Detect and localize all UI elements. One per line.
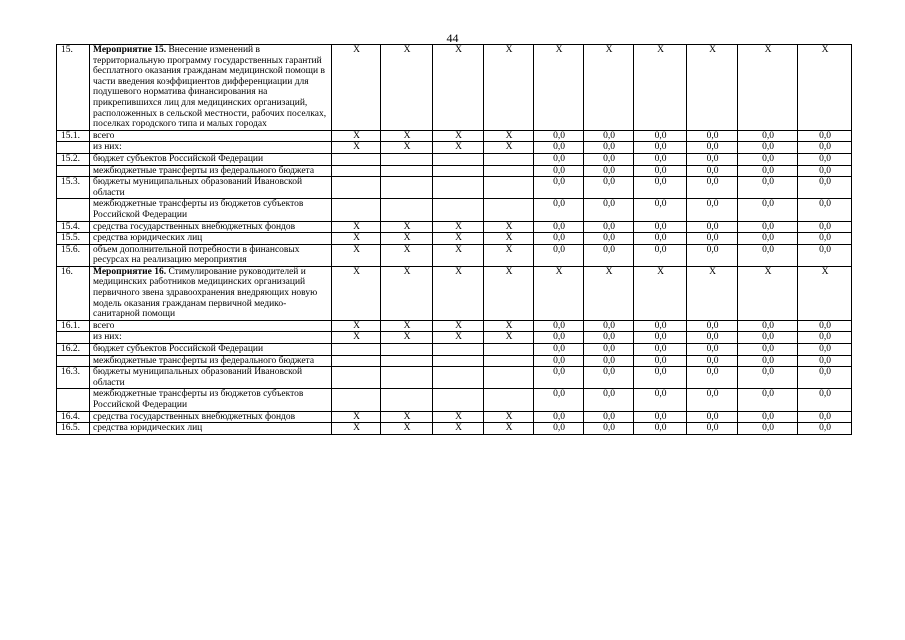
- value-cell: Х: [332, 332, 381, 344]
- value-cell: Х: [634, 45, 687, 131]
- value-cell: 0,0: [687, 221, 738, 233]
- row-number: 15.5.: [57, 233, 90, 245]
- row-description: [90, 233, 332, 245]
- value-cell: Х: [381, 45, 433, 131]
- value-cell: 0,0: [798, 130, 852, 142]
- value-cell: Х: [687, 266, 738, 320]
- value-cell: 0,0: [798, 320, 852, 332]
- value-cell: 0,0: [738, 177, 798, 199]
- value-cell: 0,0: [584, 233, 634, 245]
- row-text: средства государственных внебюджетных фондов: [93, 221, 296, 232]
- row-text: межбюджетные трансферты из федерального бюджета: [93, 165, 315, 176]
- row-text: всего: [93, 320, 115, 331]
- row-text: межбюджетные трансферты из бюджетов субъектов Российской Федерации: [93, 389, 304, 410]
- value-cell: 0,0: [534, 221, 584, 233]
- value-cell: 0,0: [738, 423, 798, 435]
- value-cell: Х: [484, 221, 534, 233]
- value-cell: 0,0: [534, 177, 584, 199]
- value-cell: 0,0: [738, 344, 798, 356]
- value-cell: 0,0: [798, 142, 852, 154]
- row-number: [57, 332, 90, 344]
- value-cell: Х: [433, 221, 484, 233]
- table-row: [57, 165, 852, 177]
- value-cell: Х: [484, 244, 534, 266]
- value-cell: 0,0: [634, 165, 687, 177]
- value-cell: 0,0: [534, 389, 584, 411]
- value-cell: 0,0: [687, 411, 738, 423]
- value-cell: 0,0: [634, 233, 687, 245]
- value-cell: Х: [484, 411, 534, 423]
- value-cell: 0,0: [738, 142, 798, 154]
- value-cell: Х: [332, 244, 381, 266]
- value-cell: 0,0: [738, 355, 798, 367]
- value-cell: Х: [534, 45, 584, 131]
- value-cell: [484, 165, 534, 177]
- row-text: всего: [93, 130, 115, 141]
- row-number: 16.4.: [57, 411, 90, 423]
- table-row: [57, 233, 852, 245]
- value-cell: [381, 389, 433, 411]
- value-cell: Х: [798, 266, 852, 320]
- value-cell: Х: [381, 130, 433, 142]
- value-cell: 0,0: [534, 244, 584, 266]
- row-description: [90, 266, 332, 320]
- value-cell: [433, 344, 484, 356]
- value-cell: Х: [381, 423, 433, 435]
- table-row: [57, 244, 852, 266]
- value-cell: Х: [381, 266, 433, 320]
- value-cell: 0,0: [534, 344, 584, 356]
- value-cell: 0,0: [798, 344, 852, 356]
- value-cell: [433, 199, 484, 221]
- value-cell: Х: [381, 411, 433, 423]
- value-cell: [332, 177, 381, 199]
- row-number: 16.1.: [57, 320, 90, 332]
- value-cell: Х: [634, 266, 687, 320]
- value-cell: 0,0: [634, 355, 687, 367]
- value-cell: 0,0: [534, 199, 584, 221]
- value-cell: 0,0: [584, 411, 634, 423]
- value-cell: 0,0: [534, 142, 584, 154]
- table-row: [57, 153, 852, 165]
- row-text: из них:: [93, 142, 122, 153]
- row-number: 16.3.: [57, 367, 90, 389]
- table-row: [57, 142, 852, 154]
- row-text: объем дополнительной потребности в финансовых ресурсах на реализацию мероприятия: [93, 244, 300, 266]
- value-cell: Х: [332, 45, 381, 131]
- value-cell: Х: [433, 130, 484, 142]
- value-cell: 0,0: [798, 355, 852, 367]
- value-cell: [332, 344, 381, 356]
- value-cell: 0,0: [534, 153, 584, 165]
- value-cell: Х: [433, 411, 484, 423]
- value-cell: 0,0: [634, 389, 687, 411]
- value-cell: 0,0: [738, 165, 798, 177]
- value-cell: 0,0: [584, 244, 634, 266]
- value-cell: [381, 165, 433, 177]
- value-cell: 0,0: [798, 367, 852, 389]
- value-cell: Х: [433, 320, 484, 332]
- value-cell: Х: [433, 266, 484, 320]
- value-cell: [332, 199, 381, 221]
- value-cell: 0,0: [634, 367, 687, 389]
- row-description: [90, 165, 332, 177]
- value-cell: 0,0: [634, 411, 687, 423]
- value-cell: 0,0: [738, 244, 798, 266]
- value-cell: [484, 153, 534, 165]
- value-cell: [484, 199, 534, 221]
- value-cell: [484, 355, 534, 367]
- value-cell: 0,0: [534, 332, 584, 344]
- value-cell: Х: [332, 320, 381, 332]
- value-cell: 0,0: [687, 153, 738, 165]
- value-cell: Х: [534, 266, 584, 320]
- value-cell: 0,0: [798, 221, 852, 233]
- value-cell: 0,0: [687, 367, 738, 389]
- value-cell: 0,0: [687, 165, 738, 177]
- value-cell: 0,0: [634, 177, 687, 199]
- row-number: 16.5.: [57, 423, 90, 435]
- value-cell: 0,0: [584, 355, 634, 367]
- value-cell: 0,0: [687, 320, 738, 332]
- value-cell: Х: [484, 142, 534, 154]
- value-cell: Х: [433, 244, 484, 266]
- value-cell: 0,0: [687, 389, 738, 411]
- value-cell: Х: [332, 130, 381, 142]
- value-cell: [433, 367, 484, 389]
- row-number: 15.2.: [57, 153, 90, 165]
- value-cell: 0,0: [798, 165, 852, 177]
- value-cell: 0,0: [634, 320, 687, 332]
- value-cell: Х: [381, 142, 433, 154]
- value-cell: 0,0: [584, 423, 634, 435]
- value-cell: Х: [381, 320, 433, 332]
- value-cell: [484, 389, 534, 411]
- value-cell: 0,0: [687, 332, 738, 344]
- row-number: 15.3.: [57, 177, 90, 199]
- value-cell: 0,0: [798, 199, 852, 221]
- row-text: из них:: [93, 332, 122, 343]
- row-description: [90, 153, 332, 165]
- table-row: [57, 355, 852, 367]
- value-cell: 0,0: [634, 244, 687, 266]
- value-cell: Х: [332, 221, 381, 233]
- value-cell: Х: [381, 244, 433, 266]
- value-cell: 0,0: [584, 199, 634, 221]
- value-cell: [433, 389, 484, 411]
- value-cell: 0,0: [738, 221, 798, 233]
- row-text: бюджет субъектов Российской Федерации: [93, 153, 264, 164]
- value-cell: [484, 367, 534, 389]
- row-description: [90, 411, 332, 423]
- value-cell: Х: [332, 233, 381, 245]
- measure-title: Мероприятие 16.: [93, 266, 167, 277]
- value-cell: Х: [433, 142, 484, 154]
- value-cell: 0,0: [738, 199, 798, 221]
- row-description: [90, 320, 332, 332]
- value-cell: 0,0: [634, 332, 687, 344]
- value-cell: Х: [332, 142, 381, 154]
- row-number: 15.: [57, 45, 90, 131]
- value-cell: 0,0: [584, 142, 634, 154]
- value-cell: 0,0: [687, 130, 738, 142]
- value-cell: Х: [484, 233, 534, 245]
- value-cell: 0,0: [738, 332, 798, 344]
- value-cell: 0,0: [634, 423, 687, 435]
- value-cell: 0,0: [798, 177, 852, 199]
- value-cell: Х: [332, 411, 381, 423]
- value-cell: Х: [738, 266, 798, 320]
- row-description: [90, 130, 332, 142]
- table-row: [57, 423, 852, 435]
- value-cell: 0,0: [687, 177, 738, 199]
- value-cell: Х: [584, 266, 634, 320]
- row-text: бюджеты муниципальных образований Ивановской области: [93, 177, 303, 198]
- row-number: 16.: [57, 266, 90, 320]
- value-cell: [381, 367, 433, 389]
- row-text: бюджет субъектов Российской Федерации: [93, 344, 264, 355]
- value-cell: 0,0: [687, 199, 738, 221]
- value-cell: [381, 199, 433, 221]
- table-row: [57, 332, 852, 344]
- value-cell: Х: [484, 45, 534, 131]
- value-cell: 0,0: [584, 389, 634, 411]
- value-cell: 0,0: [584, 320, 634, 332]
- value-cell: [332, 355, 381, 367]
- value-cell: Х: [433, 233, 484, 245]
- row-description: [90, 332, 332, 344]
- value-cell: Х: [332, 423, 381, 435]
- row-description: [90, 244, 332, 266]
- table-row: [57, 266, 852, 320]
- row-number: [57, 389, 90, 411]
- row-text: Стимулирование руководителей и медицинских работников медицинских организаций первичного звена здравоохранения внедряющих новую модель оказания гражданам первичной медико-санитарной помощи: [93, 266, 318, 320]
- value-cell: 0,0: [534, 130, 584, 142]
- row-text: бюджеты муниципальных образований Ивановской области: [93, 367, 303, 388]
- value-cell: Х: [484, 332, 534, 344]
- table-row: [57, 221, 852, 233]
- row-number: 15.4.: [57, 221, 90, 233]
- value-cell: 0,0: [798, 244, 852, 266]
- value-cell: Х: [381, 221, 433, 233]
- value-cell: [332, 367, 381, 389]
- row-description: [90, 423, 332, 435]
- value-cell: 0,0: [738, 153, 798, 165]
- page-number: 44: [446, 31, 459, 45]
- row-number: [57, 142, 90, 154]
- row-description: [90, 344, 332, 356]
- value-cell: 0,0: [584, 165, 634, 177]
- value-cell: Х: [381, 332, 433, 344]
- row-text: средства государственных внебюджетных фондов: [93, 411, 296, 422]
- value-cell: 0,0: [687, 233, 738, 245]
- table-row: [57, 130, 852, 142]
- row-text: Внесение изменений в территориальную программу государственных гарантий бесплатного оказания гражданам медицинской помощи в части введения коэффициентов дифференциации для подушевого норматива финансирования на прикрепившихся лиц для медицинских организаций, расположенных в сельской местности, рабочих поселках, поселках городского типа и малых городах: [93, 45, 327, 130]
- table-row: [57, 389, 852, 411]
- value-cell: 0,0: [738, 389, 798, 411]
- row-description: [90, 221, 332, 233]
- value-cell: 0,0: [798, 153, 852, 165]
- value-cell: Х: [433, 423, 484, 435]
- table-row: [57, 177, 852, 199]
- value-cell: 0,0: [584, 130, 634, 142]
- value-cell: [381, 177, 433, 199]
- table-row: [57, 320, 852, 332]
- value-cell: 0,0: [634, 221, 687, 233]
- row-text: межбюджетные трансферты из федерального бюджета: [93, 355, 315, 366]
- value-cell: 0,0: [584, 177, 634, 199]
- row-text: средства юридических лиц: [93, 233, 203, 244]
- value-cell: 0,0: [798, 332, 852, 344]
- table-body: [57, 45, 852, 435]
- value-cell: 0,0: [798, 233, 852, 245]
- value-cell: 0,0: [798, 411, 852, 423]
- row-description: [90, 177, 332, 199]
- value-cell: Х: [798, 45, 852, 131]
- row-text: межбюджетные трансферты из бюджетов субъектов Российской Федерации: [93, 199, 304, 220]
- row-description: [90, 367, 332, 389]
- value-cell: Х: [332, 266, 381, 320]
- value-cell: 0,0: [584, 221, 634, 233]
- value-cell: 0,0: [534, 320, 584, 332]
- value-cell: Х: [381, 233, 433, 245]
- value-cell: 0,0: [634, 344, 687, 356]
- row-description: [90, 142, 332, 154]
- value-cell: [332, 165, 381, 177]
- value-cell: 0,0: [798, 389, 852, 411]
- value-cell: [484, 344, 534, 356]
- value-cell: Х: [484, 130, 534, 142]
- measure-title: Мероприятие 15.: [93, 45, 167, 55]
- value-cell: [433, 355, 484, 367]
- row-number: [57, 199, 90, 221]
- row-number: [57, 165, 90, 177]
- value-cell: 0,0: [534, 423, 584, 435]
- value-cell: 0,0: [534, 355, 584, 367]
- funding-table: [56, 44, 852, 435]
- table-row: [57, 367, 852, 389]
- row-number: 16.2.: [57, 344, 90, 356]
- value-cell: [381, 355, 433, 367]
- value-cell: 0,0: [634, 130, 687, 142]
- value-cell: 0,0: [798, 423, 852, 435]
- value-cell: 0,0: [687, 244, 738, 266]
- row-description: [90, 389, 332, 411]
- value-cell: 0,0: [584, 344, 634, 356]
- value-cell: [381, 344, 433, 356]
- value-cell: 0,0: [534, 411, 584, 423]
- value-cell: 0,0: [687, 142, 738, 154]
- value-cell: 0,0: [534, 233, 584, 245]
- value-cell: 0,0: [738, 130, 798, 142]
- row-description: [90, 199, 332, 221]
- table-row: [57, 344, 852, 356]
- value-cell: [381, 153, 433, 165]
- table-row: [57, 199, 852, 221]
- row-description: [90, 45, 332, 131]
- value-cell: 0,0: [687, 344, 738, 356]
- value-cell: 0,0: [738, 411, 798, 423]
- table-row: [57, 411, 852, 423]
- value-cell: Х: [484, 423, 534, 435]
- value-cell: [332, 389, 381, 411]
- value-cell: Х: [484, 266, 534, 320]
- value-cell: 0,0: [634, 153, 687, 165]
- value-cell: 0,0: [634, 199, 687, 221]
- value-cell: 0,0: [687, 423, 738, 435]
- value-cell: [332, 153, 381, 165]
- value-cell: Х: [687, 45, 738, 131]
- value-cell: 0,0: [687, 355, 738, 367]
- row-number: [57, 355, 90, 367]
- value-cell: [433, 165, 484, 177]
- value-cell: [433, 177, 484, 199]
- value-cell: 0,0: [534, 367, 584, 389]
- value-cell: 0,0: [584, 153, 634, 165]
- value-cell: Х: [738, 45, 798, 131]
- row-text: средства юридических лиц: [93, 423, 203, 434]
- value-cell: Х: [433, 332, 484, 344]
- value-cell: Х: [484, 320, 534, 332]
- value-cell: 0,0: [738, 367, 798, 389]
- value-cell: 0,0: [738, 233, 798, 245]
- value-cell: [484, 177, 534, 199]
- row-description: [90, 355, 332, 367]
- value-cell: 0,0: [584, 332, 634, 344]
- value-cell: 0,0: [584, 367, 634, 389]
- value-cell: 0,0: [634, 142, 687, 154]
- value-cell: 0,0: [738, 320, 798, 332]
- value-cell: Х: [584, 45, 634, 131]
- row-number: 15.1.: [57, 130, 90, 142]
- row-number: 15.6.: [57, 244, 90, 266]
- value-cell: 0,0: [534, 165, 584, 177]
- table-row: [57, 45, 852, 131]
- value-cell: [433, 153, 484, 165]
- value-cell: Х: [433, 45, 484, 131]
